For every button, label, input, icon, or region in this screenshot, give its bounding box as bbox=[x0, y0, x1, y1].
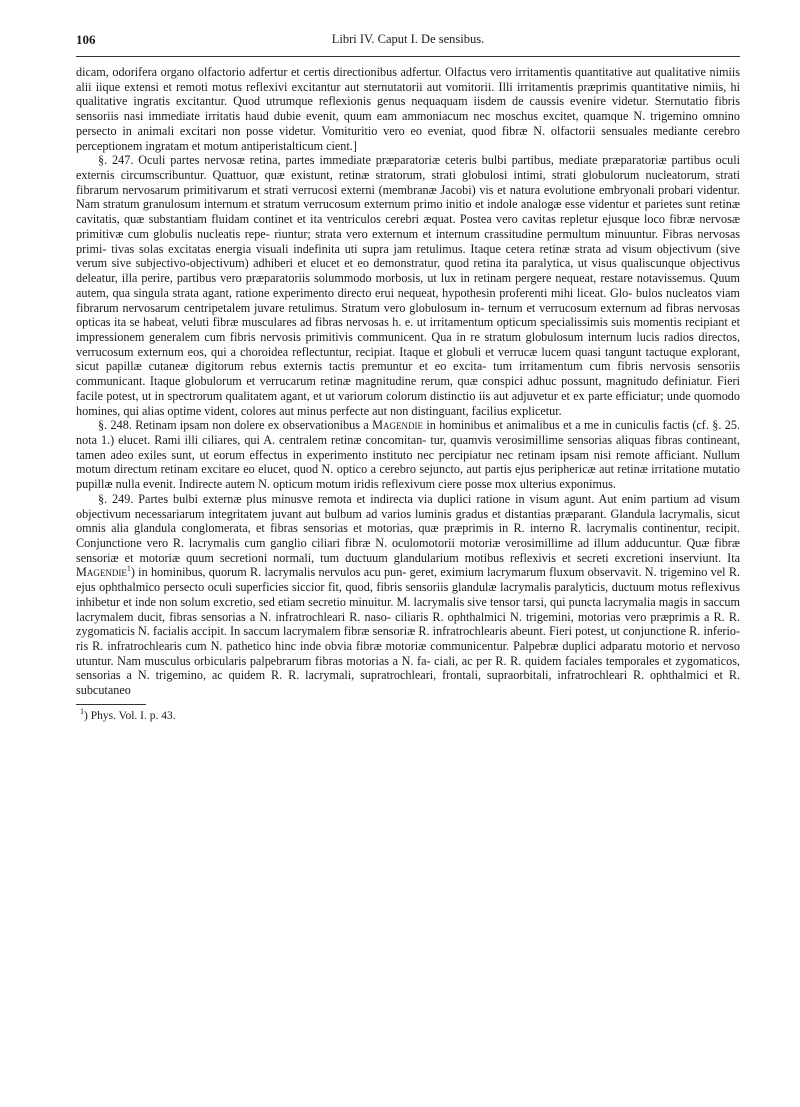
paragraph-248 bbox=[76, 418, 740, 492]
section-number: §. 248. bbox=[98, 418, 132, 433]
paragraph-249 bbox=[76, 492, 740, 698]
footnote-mark: 1 bbox=[80, 707, 84, 717]
header-rule bbox=[76, 56, 740, 57]
paragraph-text: Oculi partes nervosæ retina, partes immediate præparatoriæ ceteris bulbi partibus, mediate præparatoriæ partibus oculi externis circumscribuntur. Quattuor, quæ existunt, retinæ stratorum, strati globulosi intimi, strati globulorum nucleatorum, strati fibrarum nervosarum primitivarum et strati verrucosi externi (membranæ Jacobi) vis et natura evolutione embryonali probari videntur. Nam stratum granulosum internum et stratum verrucosum externum primo initio et indole analogæ esse videntur et parietes sunt retinæ cavitatis, quæ substantiam fluidam continet et ita ventriculos cerebri æquat. Postea vero cavitas repletur ejusque loco fibræ nervosæ primitivæ cum globulis nucleatis repe- riuntur; strata vero externum et internum crassitudine permultum minuuntur. Fibras nervosas primi- tivas solas excitatas energia visuali indefinita uti supra jam retulimus. Itaque cetera retinæ strata ad visum objectivum (sive verum sive subjectivo-objectivum) adhiberi et elucet et eo demonstratur, quod retina ita paralytica, ut visus qualiscunque objectivus deleatur, illa perire, partibus vero præparatoriis solummodo morbosis, ut lux in retinam pergere nequeat, restare notavissemus. Quum autem, qua singula strata agant, ratione experimento directo erui nequeat, hypothesin proferenti mihi liceat. Glo- bulos nucleatos viam fibrarum nervosarum centripetalem juvare retulimus. Stratum vero globulosum in- ternum et verrucosum externum ad fibras nervosas opticas ita se habeat, veluti fibræ musculares ad fibras nervosas h. e. ut irritamentum opticum specialissimis suis momentis recipiant et impressionem generalem cum fibris nervosis primitivis communicent. Qua in re stratum globulosum internum lucis radios directos, verrucosum externum eos, qui a choroidea reflectuntur, recipiat. Itaque et globuli et verrucæ lucem quasi tangunt tactuque explorant, sicut papillæ cutaneæ digitorum rebus externis tactis premuntur et eo excita- tum irritamentum cum fibris nervosis sensoriis communicant. Itaque globulorum et verrucarum retinæ magnitudine rerum, quæ conspici adhuc possunt, magnitudo definiatur. Fieri facile potest, ut in spectrorum qualitatem agant, et ut variorum colorum distinctio iis aut adjuvetur et ex parte efficiatur; unde quomodo homines, qui alias optime vident, colores aut minus perfecte aut non distinguant, facilius explicetur. bbox=[76, 153, 741, 418]
paragraph-text: Partes bulbi externæ plus minusve remota et indirecta via duplici ratione in visum agunt. Aut enim partium ad visum objectivum necessariarum integritatem juvant aut bulbum ad varios luminis gradus et distantias præparant. Glandula lacrymalis, sicut omnis alia glandula conglomerata, et fibras sensorias et motorias, quæ præprimis in R. interno R. lacrymalis continentur, recipit. Conjunctione vero R. lacrymalis cum ganglio ciliari fibræ N. oculomotorii motoriæ verosimillime ad illum adducuntur. Quæ fibræ sensoriæ et motoriæ quum secretioni normali, tum ductuum glandularium motibus reflexivis et secreti excretioni inserviunt. Ita bbox=[76, 491, 740, 565]
paragraph-continued: dicam, odorifera organo olfactorio adfertur et certis directionibus adfertur. Olfactus vero irritamentis quantitative aut qualitative nimiis alii iique extensi et remoti motus reflexivi excitantur aut sternutatorii aut vomitorii. Illi irritamentis præprimis quantitative nimiis, hi qualitative ingratis excitantur. Quod utrumque reflexionis genus nequaquam iisdem de caussis evenire videtur. Sternutatio fibris sensoriis nasi immediate irritatis haud dubie evenit, quum eam ammoniacum nec moschus excitet, quamque N. trigemino omnino persecto in animali excitari non posse videtur. Vomituritio vero eo eveniat, quod fibræ N. olfactorii sensuales mediante cerebro perceptionem ingratam et motum antiperistalticum cient.] bbox=[76, 65, 740, 153]
author-name: Magendie bbox=[372, 418, 423, 433]
footnote bbox=[76, 709, 740, 723]
body-text bbox=[76, 65, 740, 698]
author-name: Magendie bbox=[76, 565, 127, 580]
footnote-ref[interactable]: 1 bbox=[126, 564, 131, 574]
footnote-text: ) Phys. Vol. I. p. 43. bbox=[84, 709, 176, 722]
paragraph-text: ) in hominibus, quorum R. lacrymalis nervulos acu pun- geret, eximium lacrymarum fluxum observavit. N. trigemino vel R. ejus ophthalmico persecto oculi superficies siccior fit, quod, fibris sensoriis glandulæ lacrymalis paralyticis, ductuum motus reflexivus inhibetur et inde non solum excretio, sed etiam secretio minuitur. M. lacrymalis sive tensor tarsi, qui puncta lacrymalia magis in saccum lacrymalem ducit, fibras sensorias a N. infratrochleari R. naso- ciliaris R. ophthalmici N. trigemini, motorias vero præprimis a R. R. zygomaticis N. facialis accipit. In saccum lacrymalem fibræ sensoriæ R. infratrochlearis abeunt. Fieri potest, ut conjunctione R. inferio- ris R. infratrochlearis cum N. pathetico hinc inde obvia fibræ motoriæ communicentur. Palpebræ duplici adparatu motorio et nervoso utuntur. Nam musculus orbicularis palpebrarum fibras motorias a N. fa- ciali, ac per R. R. quidem faciales temporales et zygomaticos, sensorias a N. trigemino, ac quidem R. R. lacrymali, supratrochleari, frontali, supraorbitali, infratrochleari R. ophthalmici et R. subcutaneo bbox=[76, 565, 740, 698]
footnote-rule bbox=[76, 704, 146, 705]
section-number: §. 247. bbox=[98, 153, 134, 168]
page-number: 106 bbox=[76, 32, 96, 47]
paragraph-247 bbox=[76, 153, 740, 418]
paragraph-text: Retinam ipsam non dolere ex observationibus a bbox=[135, 418, 373, 433]
running-head: Libri IV. Caput I. De sensibus. bbox=[331, 32, 485, 46]
section-number: §. 249. bbox=[98, 491, 134, 506]
page-header bbox=[76, 32, 740, 52]
paragraph-text: in hominibus et animalibus et a me in cuniculis factis (cf. §. 25. nota 1.) elucet. Rami illi ciliares, qui A. centralem retinæ concomitan- tur, quamvis verosimillime sensorias aliquas fibras contineant, tamen adeo exiles sunt, ut eorum effectus in experimento instituto nec percipiatur nec retinam ipsam nisi remote afficiant. Nullum motum directum retinam excitare eo elucet, quod N. optico a cerebro sejuncto, aut partis ejus periphericæ aut retinæ irritatione mutatio pupillæ nulla evenit. Indirecte autem N. opticum motum iridis reflexivum ciere posse mox ulterius exponimus. bbox=[76, 418, 741, 492]
